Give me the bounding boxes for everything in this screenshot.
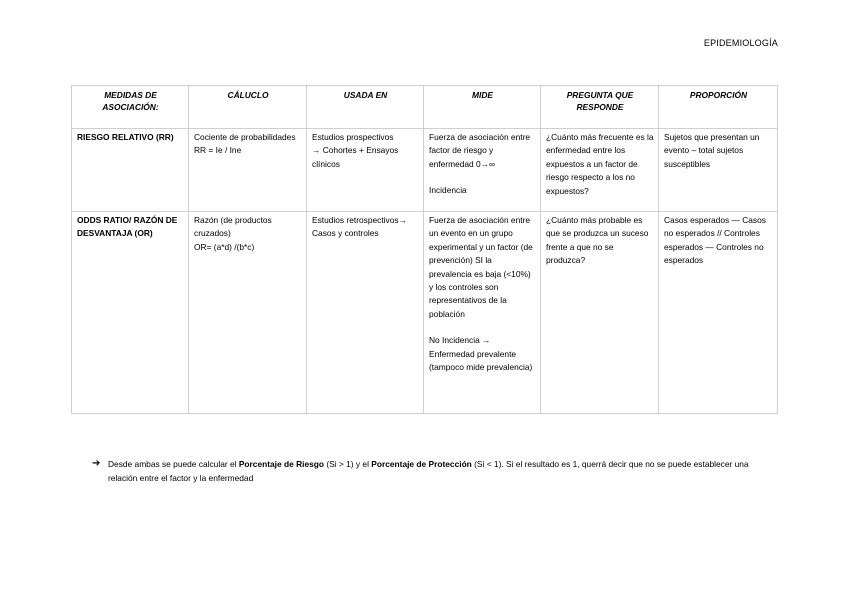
measures-line: Incidencia	[429, 185, 467, 196]
footnote-bold-risk: Porcentaje de Riesgo	[238, 459, 325, 469]
row-used-in-cell	[307, 129, 424, 212]
column-header-calc: CÁLUCLO	[189, 86, 307, 129]
column-header-used-in: USADA EN	[307, 86, 424, 129]
footnote-text	[108, 457, 772, 485]
calc-line: Razón (de productos cruzados)	[194, 215, 275, 239]
table-row	[72, 212, 778, 414]
used-in-line: Estudios prospectivos	[312, 132, 394, 142]
measures-line: Fuerza de asociación entre un evento en un grupo experimental y un factor (de prevención) SI la prevalencia es baja (<10%) y los controles son representativos de la población	[429, 215, 536, 319]
row-measure-name: RIESGO RELATIVO (RR)	[72, 129, 189, 212]
arrow-icon: ➔	[92, 458, 101, 469]
column-header-measure: MEDIDAS DE ASOCIACIÓN:	[72, 86, 189, 129]
table-row	[72, 129, 778, 212]
footnote-part: (Si < 1). Si el resultado es 1, querrá decir que no se puede establecer una relación entre el factor y la enfermedad	[108, 459, 749, 483]
row-measure-name: ODDS RATIO/ RAZÓN DE DESVANTAJA (OR)	[72, 212, 189, 414]
calc-formula: OR= (a*d) /(b*c)	[194, 241, 255, 252]
footnote-bold-protection: Porcentaje de Protección	[371, 459, 472, 469]
row-question-cell: ¿Cuánto más probable es que se produzca un suceso frente a que no se produzca?	[541, 212, 659, 414]
used-in-line: → Cohortes + Ensayos clínicos	[312, 145, 401, 169]
row-measures-cell	[424, 129, 541, 212]
column-header-proportion: PROPORCIÓN	[659, 86, 778, 129]
row-proportion-cell: Sujetos que presentan un evento – total sujetos susceptibles	[659, 129, 778, 212]
spacer	[429, 171, 536, 184]
measures-line: No Incidencia → Enfermedad prevalente (tampoco mide prevalencia)	[429, 335, 533, 373]
used-in-line: Estudios retrospectivos→ Casos y controles	[312, 215, 410, 239]
row-calc-cell	[189, 212, 307, 414]
page-header-title: EPIDEMIOLOGÍA	[703, 38, 778, 48]
table-header-row	[72, 86, 778, 129]
row-used-in-cell	[307, 212, 424, 414]
footnote	[92, 457, 772, 485]
column-header-question: PREGUNTA QUE RESPONDE	[541, 86, 659, 129]
row-proportion-cell: Casos esperados — Casos no esperados // Controles esperados — Controles no esperados	[659, 212, 778, 414]
row-measures-cell	[424, 212, 541, 414]
spacer	[429, 321, 536, 334]
row-calc-cell	[189, 129, 307, 212]
footnote-part: Desde ambas se puede calcular el	[108, 459, 239, 469]
measures-line: Fuerza de asociación entre factor de riesgo y enfermedad 0→∞	[429, 132, 533, 169]
association-measures-table	[71, 85, 778, 414]
row-question-cell: ¿Cuánto más frecuente es la enfermedad entre los expuestos a un factor de riesgo respecto a los no expuestos?	[541, 129, 659, 212]
footnote-part: (Si > 1) y el	[324, 459, 372, 469]
column-header-measures: MIDE	[424, 86, 541, 129]
calc-formula: RR = Ie / Ine	[194, 145, 242, 156]
calc-line: Cociente de probabilidades	[194, 132, 296, 142]
